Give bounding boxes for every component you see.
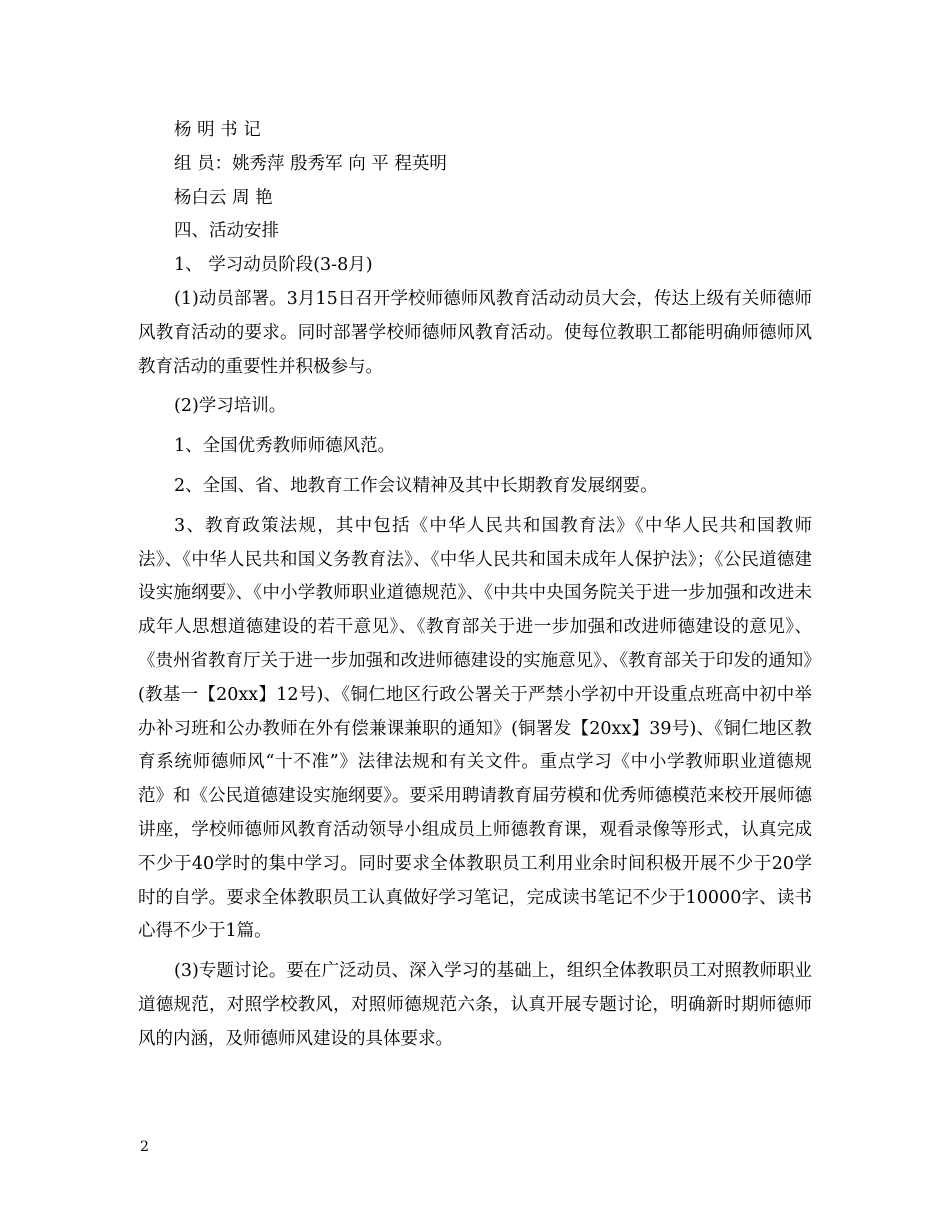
list-item-education-policies: 3、教育政策法规，其中包括《中华人民共和国教育法》《中华人民共和国教师法》、《中华人民共和国义务教育法》、《中华人民共和国未成年人保护法》；《公民道德建设实施纲要》、《中小学教师职业道德规范》、《中共中央国务院关于进一步加强和改进未成年人思想道德建设的若干意见》、《教育部关于进一步加强和改进师德建设的意见》、《贵州省教育厅关于进一步加强和改进师德建设的实施意见》、《教育部关于印发的通知》(教基一【20xx】12号)、《铜仁地区行政公署关于严禁小学初中开设重点班高中初中举办补习班和公办教师在外有偿兼课兼职的通知》(铜署发【20xx】39号)、《铜仁地区教育系统师德师风“十不准”》法律法规和有关文件。重点学习《中小学教师职业道德规范》和《公民道德建设实施纲要》。要采用聘请教育届劳模和优秀师德模范来校开展师德讲座，学校师德师风教育活动领导小组成员上师德教育课，观看录像等形式，认真完成不少于40学时的集中学习。同时要求全体教职员工利用业余时间积极开展不少于20学时的自学。要求全体教职员工认真做好学习笔记，完成读书笔记不少于10000字、读书心得不少于1篇。 [138,515,812,942]
list-item-excellent-teachers: 1、全国优秀教师师德风范。 [174,436,396,457]
paragraph-leader: 杨 明 书 记 [174,120,261,140]
paragraph-members: 组 员：姚秀萍 殷秀军 向 平 程英明 [174,153,447,174]
list-item-education-conference: 2、全国、省、地教育工作会议精神及其中长期教育发展纲要。 [174,475,658,496]
page-number: 2 [140,1139,149,1155]
paragraph-topic-discussion: (3)专题讨论。要在广泛动员、深入学习的基础上，组织全体教职员工对照教师职业道德规范，对照学校教风，对照师德规范六条，认真开展专题讨论，明确新时期师德师风的内涵，及师德师风建设的具体要求。 [138,961,812,1049]
paragraph-members-cont: 杨白云 周 艳 [174,187,273,208]
stage-heading-mobilization: 1、 学习动员阶段(3-8月) [174,255,373,276]
section-heading-activity-arrangement: 四、活动安排 [174,221,279,242]
paragraph-study-training: (2)学习培训。 [174,396,287,417]
paragraph-mobilization-deployment: (1)动员部署。3月15日召开学校师德师风教育活动动员大会，传达上级有关师德师风教育活动的要求。同时部署学校师德师风教育活动。使每位教职工都能明确师德师风教育活动的重要性并积极参与。 [138,288,812,377]
document-body [138,114,812,1057]
